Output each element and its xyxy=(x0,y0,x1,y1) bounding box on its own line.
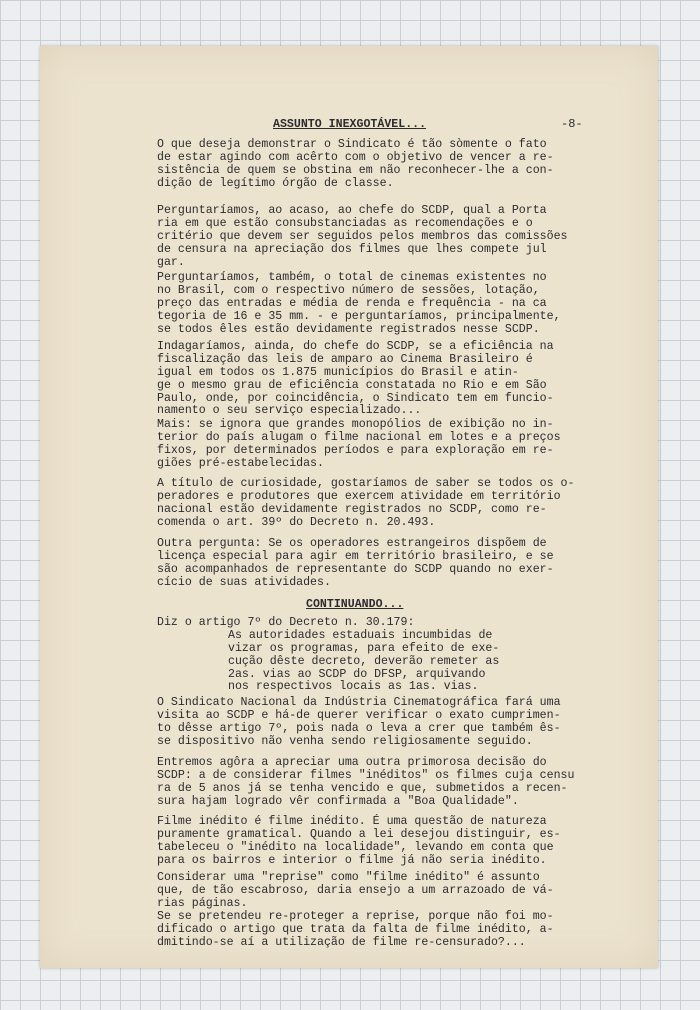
text-line: Paulo, onde, por coincidência, o Sindicato tem em funcio- xyxy=(157,391,554,405)
text-line: nacional estão devidamente registrados no SCDP, como re- xyxy=(157,502,547,516)
text-line: Indagaríamos, ainda, do chefe do SCDP, se a eficiência na xyxy=(157,340,554,353)
text-line: Mais: se ignora que grandes monopólios de exibição no in- xyxy=(157,418,554,431)
text-line: fiscalização das leis de amparo ao Cinema Brasileiro é xyxy=(157,352,533,366)
text-line: O Sindicato Nacional da Indústria Cinematográfica fará uma xyxy=(157,696,561,709)
text-line: no Brasil, com o respectivo número de sessões, lotação, xyxy=(157,283,540,297)
text-line: O que deseja demonstrar o Sindicato é tão sòmente o fato xyxy=(157,138,547,151)
text-line: peradores e produtores que exercem atividade em território xyxy=(157,489,561,503)
text-line: sistência de quem se obstina em não reconhecer-lhe a con- xyxy=(157,163,554,177)
text-line: tabeleceu o "inédito na localidade", levando em conta que xyxy=(157,840,554,854)
text-line: tegoria de 16 e 35 mm. - e perguntaríamos, principalmente, xyxy=(157,309,561,323)
text-line: namento o seu serviço especializado... xyxy=(157,404,422,418)
text-line: critério que devem ser seguidos pelos membros das comissões xyxy=(157,229,568,243)
text-line: de censura na apreciação dos filmes que lhes compete jul xyxy=(157,242,547,256)
text-line: licença especial para agir em território brasileiro, e se xyxy=(157,549,554,563)
text-line: que, de tão escabroso, daria ensejo a um arrazoado de vá- xyxy=(157,883,554,897)
text-line: fixos, por determinados períodos e para exploração em re- xyxy=(157,443,554,457)
quoted-line: nos respectivos locais as 1as. vias. xyxy=(228,680,479,694)
text-line: de estar agindo com acêrto com o objetivo de vencer a re- xyxy=(157,150,554,164)
paragraph-12 xyxy=(157,872,587,911)
text-line: comenda o art. 39º do Decreto n. 20.493. xyxy=(157,515,436,529)
paragraph-2 xyxy=(157,205,587,269)
heading-assunto-inexgotavel: ASSUNTO INEXGOTÁVEL... xyxy=(273,118,427,131)
quoted-line: vizar os programas, para efeito de exe- xyxy=(228,641,500,655)
text-line: são acompanhados de representante do SCDP quando no exer- xyxy=(157,562,554,576)
text-line: rias páginas. xyxy=(157,896,248,910)
paragraph-11 xyxy=(157,816,587,868)
text-line: A título de curiosidade, gostaríamos de saber se todos os o- xyxy=(157,477,575,490)
text-line: Entremos agôra a apreciar uma outra primorosa decisão do xyxy=(157,756,547,769)
typewritten-page xyxy=(40,46,658,968)
text-line: ge o mesmo grau de eficiência constatada no Rio e em São xyxy=(157,378,547,392)
text-line: preço das entradas e média de renda e frequência - na ca xyxy=(157,296,547,310)
heading-continuando: CONTINUANDO... xyxy=(306,598,404,611)
paragraph-7 xyxy=(157,538,587,590)
quoted-line: As autoridades estaduais incumbidas de xyxy=(228,628,493,642)
text-line: ria em que estão consubstanciadas as recomendações e o xyxy=(157,216,533,230)
text-line: to dêsse artigo 7º, pois nada o leva a crer que também ês- xyxy=(157,721,561,735)
text-line: Filme inédito é filme inédito. É uma questão de natureza xyxy=(157,815,547,828)
text-line: se todos êles estão devidamente registrados nesse SCDP. xyxy=(157,322,540,336)
text-line: para os bairros e interior o filme já não seria inédito. xyxy=(157,853,547,867)
paragraph-10 xyxy=(157,757,587,809)
text-line: SCDP: a de considerar filmes "inéditos" os filmes cuja censu xyxy=(157,768,575,782)
paragraph-4 xyxy=(157,341,587,418)
paragraph-8-decree-quote xyxy=(157,617,587,694)
text-line: Diz o artigo 7º do Decreto n. 30.179: xyxy=(157,616,415,629)
paragraph-9 xyxy=(157,697,587,749)
page-number: -8- xyxy=(561,117,583,131)
text-line: sura hajam logrado vêr confirmada a "Boa Qualidade". xyxy=(157,794,519,808)
text-line: giões pré-estabelecidas. xyxy=(157,456,324,470)
text-line: gar. xyxy=(157,255,185,269)
paragraph-13 xyxy=(157,911,587,950)
text-line: Perguntaríamos, também, o total de cinemas existentes no xyxy=(157,271,547,284)
text-line: cício de suas atividades. xyxy=(157,575,331,589)
text-line: dmitindo-se aí a utilização de filme re-censurado?... xyxy=(157,935,526,949)
text-line: ra de 5 anos já se tenha vencido e que, submetidos a recen- xyxy=(157,781,568,795)
text-line: se dispositivo não venha sendo religiosamente seguido. xyxy=(157,734,533,748)
quoted-line: 2as. vias ao SCDP do DFSP, arquivando xyxy=(228,667,486,681)
paragraph-6 xyxy=(157,478,587,530)
paragraph-3 xyxy=(157,272,587,336)
text-line: dificado o artigo que trata da falta de filme inédito, a- xyxy=(157,922,554,936)
paragraph-1 xyxy=(157,139,587,191)
text-line: dição de legítimo órgão de classe. xyxy=(157,176,394,190)
text-line: visita ao SCDP e há-de querer verificar o exato cumprimen- xyxy=(157,708,561,722)
quoted-line: cução dêste decreto, deverão remeter as xyxy=(228,654,500,668)
text-line: puramente gramatical. Quando a lei desejou distinguir, es- xyxy=(157,827,561,841)
text-line: terior do país alugam o filme nacional em lotes e a preços xyxy=(157,430,561,444)
paragraph-5 xyxy=(157,419,587,471)
text-line: Perguntaríamos, ao acaso, ao chefe do SCDP, qual a Porta xyxy=(157,204,547,217)
text-line: Se se pretendeu re-proteger a reprise, porque não foi mo- xyxy=(157,910,554,923)
text-line: Considerar uma "reprise" como "filme inédito" é assunto xyxy=(157,871,540,884)
text-line: igual em todos os 1.875 municípios do Brasil e atin- xyxy=(157,365,519,379)
text-line: Outra pergunta: Se os operadores estrangeiros dispõem de xyxy=(157,537,547,550)
